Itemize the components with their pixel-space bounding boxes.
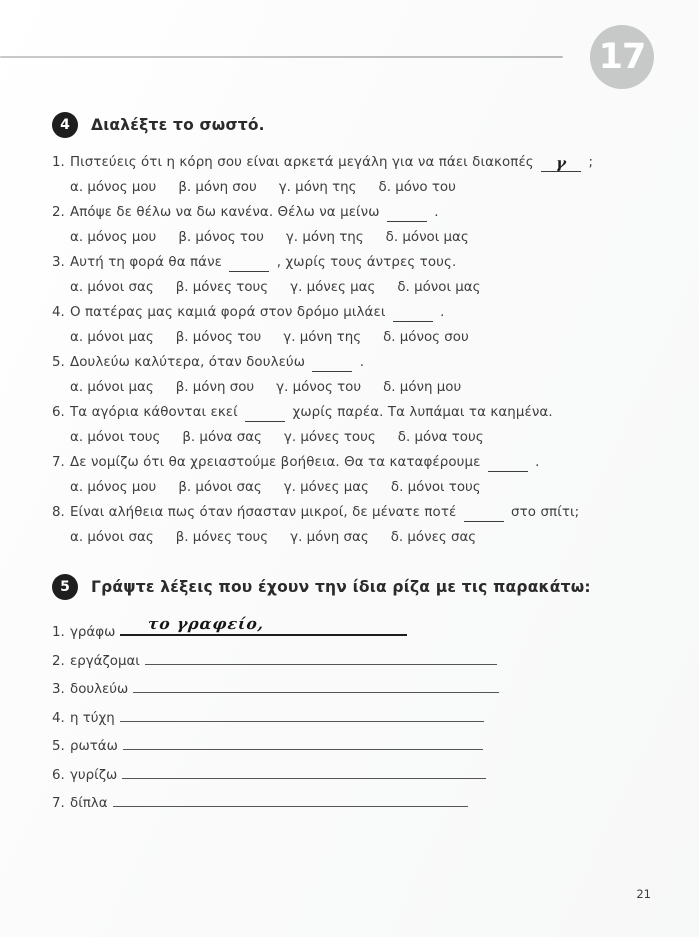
item-word: η τύχη bbox=[70, 710, 115, 726]
answer-blank bbox=[312, 358, 352, 372]
question-number: 5. bbox=[52, 355, 65, 370]
question-options bbox=[52, 529, 652, 547]
write-item bbox=[52, 676, 652, 705]
question-block bbox=[52, 154, 652, 197]
question-options bbox=[52, 429, 652, 447]
question-text bbox=[52, 204, 652, 222]
answer-blank bbox=[245, 408, 285, 422]
write-item bbox=[52, 733, 652, 762]
answer-line bbox=[123, 733, 483, 750]
question-text bbox=[52, 404, 652, 422]
option-choice: γ. μόνος του bbox=[276, 380, 362, 395]
question-text bbox=[52, 254, 652, 272]
option-choice: β. μόνη σου bbox=[175, 380, 255, 395]
exercise-number-badge: 4 bbox=[52, 112, 78, 138]
question-options bbox=[52, 179, 652, 197]
option-choice: α. μόνος μου bbox=[70, 480, 157, 495]
answer-line bbox=[133, 676, 499, 693]
item-number: 4. bbox=[52, 710, 65, 726]
question-block bbox=[52, 204, 652, 247]
option-choice: γ. μόνες μας bbox=[290, 280, 376, 295]
write-item bbox=[52, 705, 652, 734]
answer-line bbox=[145, 648, 497, 665]
item-number: 3. bbox=[52, 682, 65, 697]
option-choice: β. μόνος του bbox=[175, 330, 262, 345]
item-word: γυρίζω bbox=[70, 767, 118, 783]
question-number: 4. bbox=[52, 305, 65, 320]
exercise-4-header bbox=[52, 112, 652, 138]
question-number: 8. bbox=[52, 505, 65, 520]
option-choice: β. μόνες τους bbox=[175, 280, 269, 295]
item-number: 2. bbox=[52, 653, 65, 669]
question-options bbox=[52, 329, 652, 347]
option-choice: γ. μόνες τους bbox=[283, 430, 376, 445]
option-choice: γ. μόνη της bbox=[283, 330, 362, 345]
item-number: 6. bbox=[52, 767, 65, 783]
option-choice: δ. μόνος σου bbox=[383, 330, 469, 345]
option-choice: α. μόνος μου bbox=[70, 230, 157, 245]
write-item bbox=[52, 790, 652, 819]
option-choice: δ. μόνοι τους bbox=[390, 480, 481, 495]
write-item bbox=[52, 648, 652, 677]
answer-blank bbox=[541, 154, 581, 172]
option-choice: γ. μόνες μας bbox=[283, 480, 369, 495]
question-text bbox=[52, 454, 652, 472]
option-choice: δ. μόνοι μας bbox=[385, 230, 469, 245]
option-choice: δ. μόνα τους bbox=[397, 430, 484, 445]
option-choice: γ. μόνη σας bbox=[290, 530, 369, 545]
option-choice: δ. μόνοι μας bbox=[397, 280, 481, 295]
handwritten-answer: το γραφείο, bbox=[147, 614, 266, 633]
answer-line bbox=[120, 614, 407, 636]
question-number: 7. bbox=[52, 455, 65, 470]
question-sentence: Δουλεύω καλύτερα, όταν δουλεύω . bbox=[70, 355, 365, 370]
option-choice: β. μόνος του bbox=[178, 230, 264, 245]
question-sentence: Απόψε δε θέλω να δω κανένα. Θέλω να μείνω . bbox=[70, 205, 439, 220]
exercise-5-header bbox=[52, 574, 652, 600]
option-choice: δ. μόνη μου bbox=[383, 380, 462, 395]
question-block bbox=[52, 504, 652, 547]
question-block bbox=[52, 354, 652, 397]
option-choice: α. μόνος μου bbox=[70, 180, 157, 195]
question-sentence: Δε νομίζω ότι θα χρειαστούμε βοήθεια. Θα τα καταφέρουμε . bbox=[70, 455, 540, 470]
option-choice: β. μόνη σου bbox=[178, 180, 257, 195]
item-number: 7. bbox=[52, 796, 65, 811]
question-sentence: Τα αγόρια κάθονται εκεί χωρίς παρέα. Τα λυπάμαι τα καημένα. bbox=[70, 405, 553, 420]
question-sentence: Αυτή τη φορά θα πάνε , χωρίς τους άντρες τους. bbox=[70, 255, 457, 270]
option-choice: δ. μόνο του bbox=[378, 180, 456, 195]
handwritten-answer: γ bbox=[555, 154, 568, 172]
option-choice: γ. μόνη της bbox=[285, 230, 364, 245]
question-options bbox=[52, 479, 652, 497]
answer-blank bbox=[387, 208, 427, 222]
option-choice: β. μόνες τους bbox=[175, 530, 269, 545]
question-number: 3. bbox=[52, 255, 65, 270]
question-text bbox=[52, 304, 652, 322]
question-options bbox=[52, 379, 652, 397]
question-sentence: Ο πατέρας μας καμιά φορά στον δρόμο μιλάει . bbox=[70, 305, 445, 320]
item-number: 1. bbox=[52, 625, 65, 640]
question-sentence: Είναι αλήθεια πως όταν ήσασταν μικροί, δε μένατε ποτέ στο σπίτι; bbox=[70, 505, 580, 520]
option-choice: α. μόνοι σας bbox=[70, 280, 154, 295]
answer-line bbox=[113, 790, 468, 807]
item-word: δίπλα bbox=[70, 796, 108, 811]
exercise-4-questions bbox=[52, 154, 652, 547]
page-number: 21 bbox=[636, 887, 651, 901]
page-content bbox=[52, 112, 652, 819]
exercise-4 bbox=[52, 112, 652, 547]
question-number: 2. bbox=[52, 205, 65, 220]
option-choice: α. μόνοι τους bbox=[70, 430, 161, 445]
question-options bbox=[52, 229, 652, 247]
option-choice: α. μόνοι μας bbox=[70, 380, 154, 395]
exercise-5 bbox=[52, 574, 652, 819]
option-choice: β. μόνα σας bbox=[182, 430, 262, 445]
exercise-title: Διαλέξτε το σωστό. bbox=[91, 116, 265, 134]
question-options bbox=[52, 279, 652, 297]
answer-line bbox=[120, 705, 484, 722]
exercise-title: Γράψτε λέξεις που έχουν την ίδια ρίζα με τις παρακάτω: bbox=[91, 578, 591, 596]
answer-blank bbox=[229, 258, 269, 272]
question-number: 1. bbox=[52, 155, 65, 170]
option-choice: β. μόνοι σας bbox=[178, 480, 262, 495]
write-item bbox=[52, 762, 652, 791]
exercise-number-badge: 5 bbox=[52, 574, 78, 600]
answer-blank bbox=[488, 458, 528, 472]
answer-line bbox=[122, 762, 486, 779]
exercise-5-items bbox=[52, 614, 652, 819]
question-block bbox=[52, 454, 652, 497]
item-word: ρωτάω bbox=[70, 739, 118, 754]
answer-blank bbox=[464, 508, 504, 522]
question-block bbox=[52, 304, 652, 347]
question-block bbox=[52, 254, 652, 297]
question-text bbox=[52, 504, 652, 522]
question-number: 6. bbox=[52, 405, 65, 420]
item-word: δουλεύω bbox=[70, 682, 129, 697]
question-text bbox=[52, 354, 652, 372]
item-number: 5. bbox=[52, 739, 65, 754]
chapter-badge: 17 bbox=[590, 25, 654, 89]
question-block bbox=[52, 404, 652, 447]
question-sentence: Πιστεύεις ότι η κόρη σου είναι αρκετά μεγάλη για να πάει διακοπές γ ; bbox=[70, 154, 594, 172]
item-word: εργάζομαι bbox=[70, 653, 140, 669]
write-item bbox=[52, 614, 652, 648]
item-word: γράφω bbox=[70, 625, 116, 640]
option-choice: γ. μόνη της bbox=[278, 180, 357, 195]
question-text bbox=[52, 154, 652, 172]
option-choice: δ. μόνες σας bbox=[390, 530, 477, 545]
option-choice: α. μόνοι σας bbox=[70, 530, 154, 545]
header-rule bbox=[0, 56, 563, 58]
option-choice: α. μόνοι μας bbox=[70, 330, 154, 345]
answer-blank bbox=[393, 308, 433, 322]
